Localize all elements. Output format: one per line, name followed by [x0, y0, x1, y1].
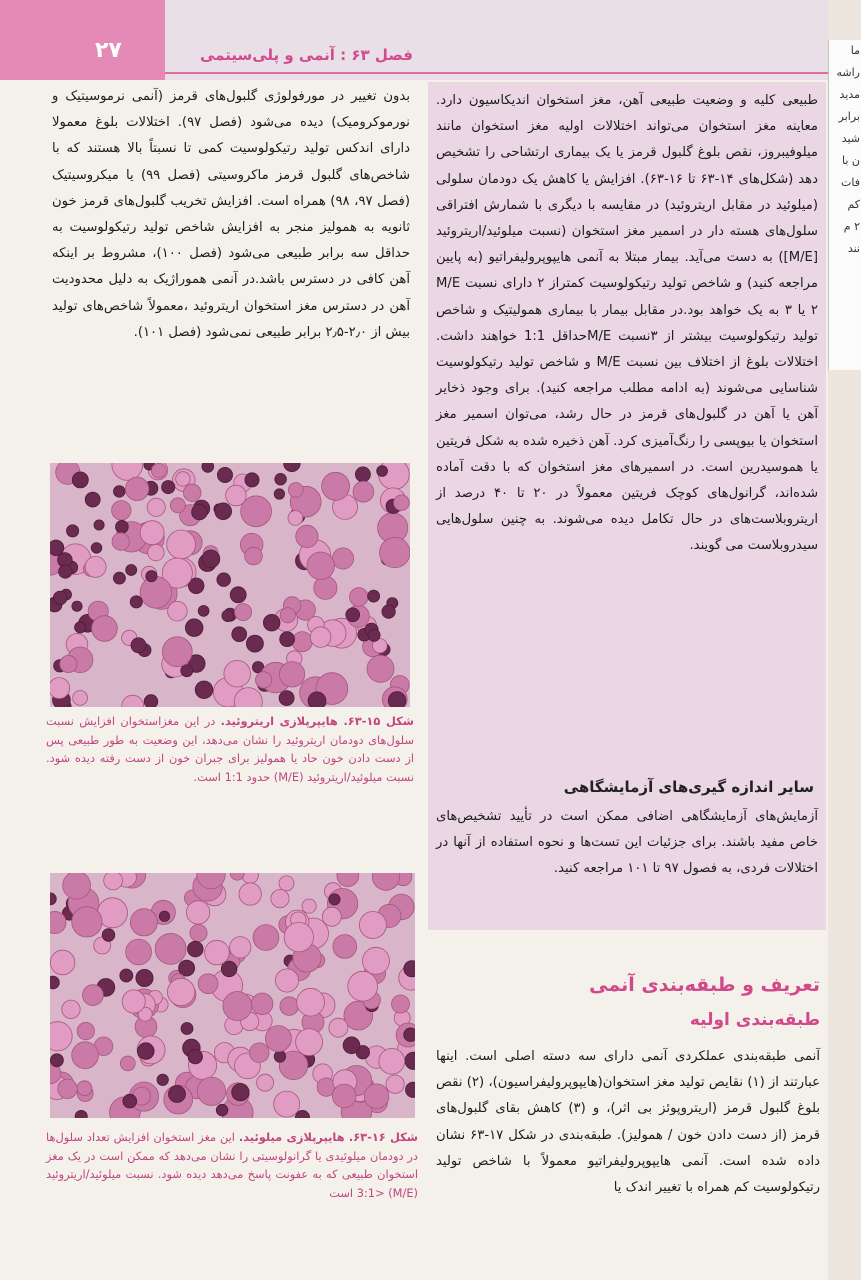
lab-measurements-text: آزمایش‌های آزمایشگاهی اضافی ممکن است در تأیید تشخیص‌های خاص مفید باشند. برای جزئیات این تست‌ها و نحوه استفاده از آنها در اختلالات فردی، به فصول ۹۷ تا ۱۰۱ مراجعه کنید. [436, 809, 818, 877]
lab-measurements-heading: سایر اندازه گیری‌های آزمایشگاهی [563, 778, 814, 796]
figure-16-title: شکل ۱۶-۶۳. هایپرپلازی میلوئید. [238, 1130, 418, 1144]
figure-16-text: این مغز استخوان افزایش تعداد سلول‌ها در دودمان میلوئیدی یا گرانولوسیتی را نشان می‌دهد که ممکن است در یک مغز استخوان طبیعی که به عفونت پاسخ می‌دهد دیده شود. نسبت میلوئید/اریتروئید (M/E) <3:1 است [46, 1130, 418, 1200]
figure-15-title: شکل ۱۵-۶۳. هایپرپلازی اریتروئید. [220, 714, 414, 728]
adjacent-page-edge [828, 40, 861, 370]
side-strip-line: کم [847, 198, 860, 211]
side-strip-line: نند [847, 242, 860, 255]
figure-15-caption [46, 712, 414, 786]
side-strip-line: برابر [838, 110, 860, 123]
side-strip-line: مدید [839, 88, 860, 101]
erythroid-hyperplasia-micrograph [50, 463, 410, 707]
section-text: آنمی طبقه‌بندی عملکردی آنمی دارای سه دسته اصلی است. اینها عبارتند از (۱) نقایص تولید مغز استخوان(هایپوپرولیفراسیون)، (۲) نقص بلوغ گلبول قرمز (اریتروپوئز بی اثر)، و (۳) کاهش بقای گلبول‌های قرمز (از دست دادن خون / همولیز). طبقه‌بندی در شکل ۱۷-۶۳ نشان داده شده است. آنمی هایپوپرولیفراتیو معمولاً با شاخص تولید رتیکولوسیت کم همراه با تغییر اندک یا [436, 1049, 821, 1196]
side-strip-line: راشه [836, 66, 860, 79]
side-strip-line: ن‌ با [842, 154, 860, 167]
section-title: تعریف و طبقه‌بندی آنمی [589, 974, 820, 996]
left-column-text: بدون تغییر در مورفولوژی گلبول‌های قرمز (آنمی نرموسیتیک و نورموکرومیک) دیده می‌شود (فصل ۹۷). اختلالات بلوغ معمولا دارای اندکس تولید رتیکولوسیت کمی تا نسبتاً بالا هستند که با شاخص‌های گلبول قرمز ماکروسیتی (فصل ۹۹) یا میکروسیتیک (فصل ۹۷، ۹۸) همراه است. افزایش تخریب گلبول‌های قرمز خون ثانویه به همولیز منجر به افزایش شاخص تولید رتیکولوسیت به حداقل سه برابر طبیعی می‌شود (فصل ۱۰۰)، مشروط بر اینکه آهن کافی در دسترس باشد.در آنمی هموراژیک به دلیل محدودیت آهن در دسترس مغز استخوان اریتروئید ،معمولاً شاخص‌های تولید بیش از ۲٫۰-۲٫۵ برابر طبیعی نمی‌شود (فصل ۱۰۱). [52, 89, 411, 340]
side-strip-line: فات [841, 176, 860, 189]
section-subtitle: طبقه‌بندی اولیه [689, 1010, 820, 1030]
right-column-text: طبیعی کلیه و وضعیت طبیعی آهن، مغز استخوان اندیکاسیون دارد. معاینه مغز استخوان می‌تواند اختلالات اولیه مغز استخوان مانند میلوفیبروز، نقص بلوغ گلبول قرمز یا یک بیماری ارتشاحی را تشخیص دهد (شکل‌های ۱۴-۶۳ تا ۱۶-۶۳). افزایش یا کاهش یک دودمان سلولی (میلوئید در مقابل اریتروئید) در مقایسه با دیگری با شمارش افتراقی سلول‌های هسته دار در اسمیر مغز استخوان (نسبت میلوئید/اریتروئید [M/E]) به دست می‌آید. بیمار مبتلا به آنمی هایپوپرولیفراتیو (به پایین مراجعه کنید) و شاخص تولید رتیکولوسیت کمتراز ۲ دارای نسبت M/E ۲ یا ۳ به یک خواهد بود.در مقابل بیمار با بیماری همولیتیک و شاخص تولید رتیکولوسیت بیشتر از ۳نسبت M/Eحداقل 1:1 خواهند داشت. اختلالات بلوغ از اختلاف بین نسبت M/E و شاخص تولید رتیکولوسیت شناسایی می‌شوند (به ادامه مطلب مراجعه کنید). برای وجود ذخایر آهن یا آهن در گلبول‌های قرمز در حال رشد، می‌توان اسمیر مغز استخوان یا بیوپسی را رنگ‌آمیزی کرد. آهن ذخیره شده به شکل فریتین یا هموسیدرین است. در اسمیرهای مغز استخوان که با دقت آماده شده‌اند، گرانول‌های کوچک فریتین معمولاً در ۲۰ تا ۴۰ درصد از اریتروبلاست‌های در حال تکامل دیده می‌شوند. به چنین سلول‌هایی سیدروبلاست می گویند. [436, 93, 819, 554]
header-divider [165, 72, 828, 74]
figure-16-caption [46, 1128, 418, 1202]
side-strip-line: ما [850, 44, 860, 57]
chapter-title: فصل ۶۳ : آنمی و پلی‌سیتمی [200, 46, 413, 64]
side-strip-line: شید [841, 132, 860, 145]
page-number: ۲۷ [95, 38, 122, 63]
side-strip-line: ۲ م [843, 220, 860, 233]
figure-15-text: در این مغزاستخوان افزایش نسبت سلول‌های دودمان اریتروئید را نشان می‌دهد، این وضعیت به طور طبیعی پس از دست دادن خون حاد یا همولیز برای جبران خون از دست رفته دیده شود. نسبت میلوئید/اریتروئید (M/E) حدود 1:1 است. [46, 714, 414, 784]
myeloid-hyperplasia-micrograph [50, 873, 415, 1118]
